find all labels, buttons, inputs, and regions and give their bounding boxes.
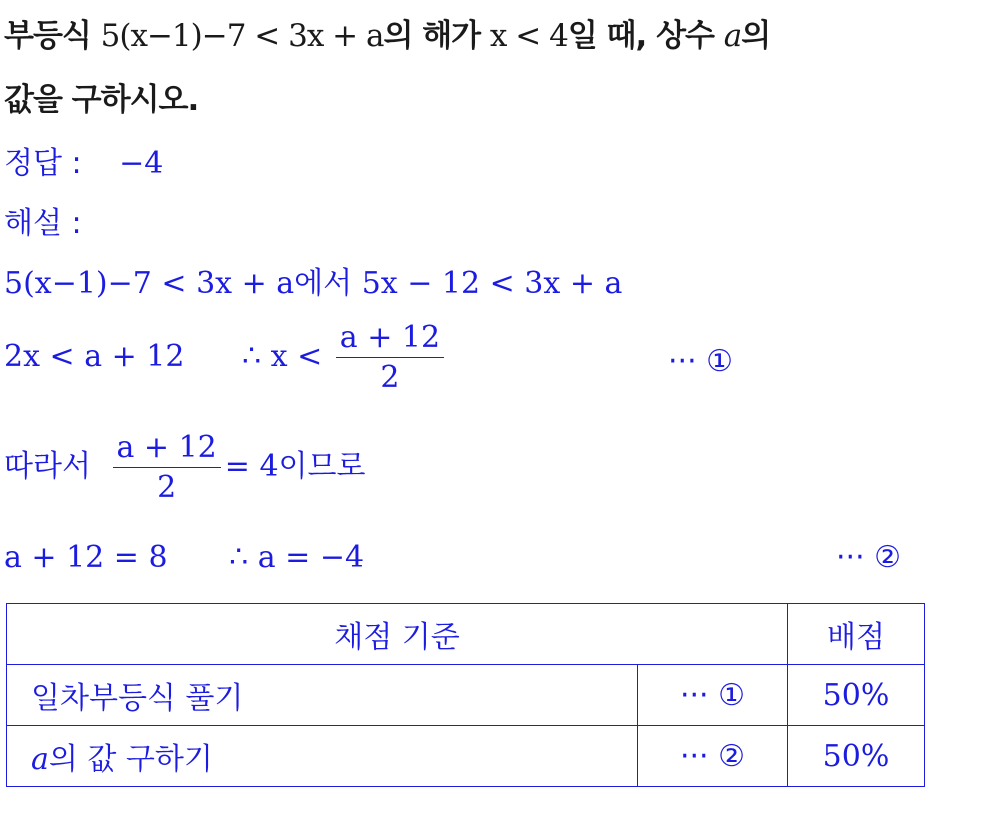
step4-therefore: ∴ a = −4	[229, 540, 365, 575]
question-inequality: 5(x−1)−7 < 3x + a	[100, 18, 384, 54]
grading-table	[6, 603, 925, 787]
explanation-step-1	[4, 258, 622, 302]
step3-fraction-numerator: a + 12	[113, 430, 221, 468]
question-var-a: a	[723, 18, 742, 54]
step3-fraction	[113, 430, 221, 505]
grading-row-marker: ··· ①	[638, 665, 788, 726]
grading-row-points: 50%	[788, 665, 925, 726]
question-prefix: 부등식	[4, 18, 91, 54]
step1-right: 5x − 12 < 3x + a	[361, 266, 623, 301]
grading-row	[7, 726, 925, 787]
question-line-2: 값을 구하시오.	[4, 82, 199, 118]
step2-marker: ··· ①	[668, 344, 734, 379]
step3-word: 따라서	[4, 449, 91, 484]
grading-header-criteria: 채점 기준	[7, 604, 788, 665]
step3-equals: = 4	[224, 449, 279, 484]
explanation-step-3	[4, 430, 366, 505]
answer-line	[4, 138, 163, 182]
answer-label: 정답 :	[4, 146, 82, 181]
step2-fraction	[336, 320, 444, 395]
step2-fraction-denominator: 2	[380, 360, 400, 395]
step1-word: 에서	[294, 266, 353, 301]
question-end: 의	[741, 18, 771, 54]
explanation-step-4	[4, 540, 364, 575]
grading-row-points: 50%	[788, 726, 925, 787]
step1-left: 5(x−1)−7 < 3x + a	[4, 266, 295, 301]
grading-header-points: 배점	[788, 604, 925, 665]
grading-row	[7, 665, 925, 726]
step3-fraction-denominator: 2	[157, 470, 177, 505]
step2-fraction-numerator: a + 12	[336, 320, 444, 358]
explanation-step-2	[4, 320, 448, 395]
explanation-label: 해설 :	[4, 206, 82, 241]
answer-value: −4	[119, 146, 164, 181]
grading-row-criterion-text: 일차부등식 풀기	[31, 681, 244, 716]
question-solution-condition: x < 4	[489, 18, 568, 54]
grading-header-row	[7, 604, 925, 665]
question-mid: 의 해가	[383, 18, 481, 54]
grading-row-criterion	[7, 665, 638, 726]
grading-row-criterion	[7, 726, 638, 787]
step2-therefore: ∴ x <	[242, 339, 323, 374]
grading-row-criterion-var: a	[31, 742, 49, 777]
step3-tail: 이므로	[278, 449, 366, 484]
step4-marker: ··· ②	[836, 540, 902, 575]
grading-row-criterion-text: 의 값 구하기	[48, 742, 213, 777]
step4-left: a + 12 = 8	[4, 540, 168, 575]
step2-left: 2x < a + 12	[4, 339, 185, 374]
question-line-1	[4, 10, 770, 55]
question-after: 일 때, 상수	[567, 18, 714, 54]
grading-row-marker: ··· ②	[638, 726, 788, 787]
